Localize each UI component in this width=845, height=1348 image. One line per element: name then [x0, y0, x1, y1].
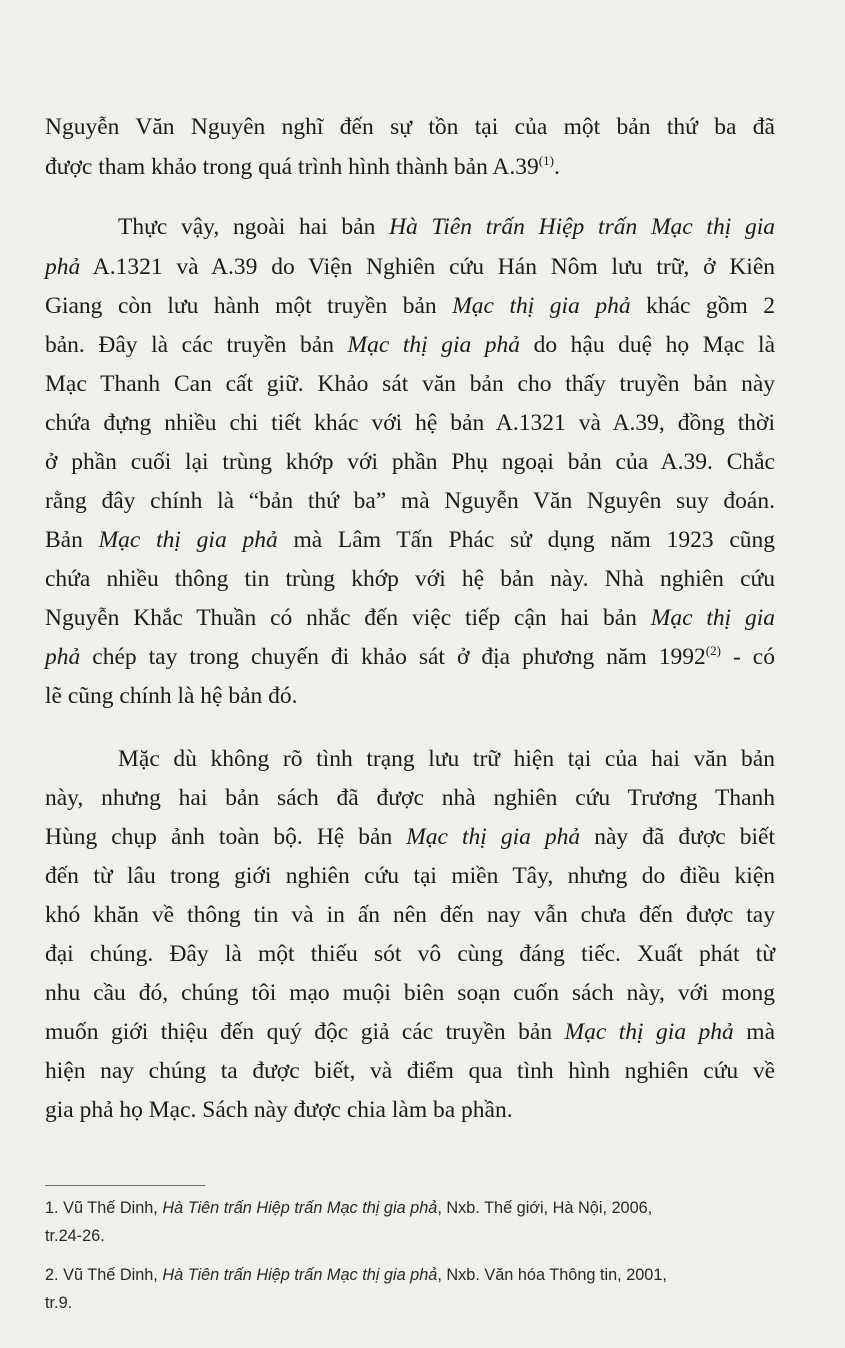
paragraph-2-line-3: Giang còn lưu hành một truyền bản Mạc thị gia phả khác gồm 2 [45, 293, 776, 319]
paragraph-3-line-4: đến từ lâu trong giới nghiên cứu tại miền Tây, nhưng do điều kiện [45, 863, 775, 889]
paragraph-3-line-1: Mặc dù không rõ tình trạng lưu trữ hiện tại của hai văn bản [118, 746, 775, 772]
paragraph-2-line-2: phả A.1321 và A.39 do Viện Nghiên cứu Hán Nôm lưu trữ, ở Kiên [45, 254, 775, 280]
footnote-divider [45, 1185, 205, 1186]
paragraph-2-line-4: bản. Đây là các truyền bản Mạc thị gia phả do hậu duệ họ Mạc là [45, 332, 775, 358]
paragraph-3-line-6: đại chúng. Đây là một thiếu sót vô cùng đáng tiếc. Xuất phát từ [45, 941, 775, 967]
footnote-2-line-2: tr.9. [45, 1294, 73, 1312]
footnote-2-line-1: 2. Vũ Thế Dinh, Hà Tiên trấn Hiệp trấn Mạc thị gia phả, Nxb. Văn hóa Thông tin, 2001, [45, 1266, 667, 1284]
footnote-1-line-1: 1. Vũ Thế Dinh, Hà Tiên trấn Hiệp trấn Mạc thị gia phả, Nxb. Thế giới, Hà Nội, 2006, [45, 1199, 653, 1217]
paragraph-1-line-1: Nguyễn Văn Nguyên nghĩ đến sự tồn tại của một bản thứ ba đã [45, 114, 775, 140]
paragraph-3-line-5: khó khăn về thông tin và in ấn nên đến nay vẫn chưa đến được tay [45, 902, 775, 928]
paragraph-2-line-11: Nguyễn Khắc Thuần có nhắc đến việc tiếp cận hai bản Mạc thị gia [45, 605, 776, 631]
paragraph-3-line-9: hiện nay chúng ta được biết, và điểm qua tình hình nghiên cứu về [45, 1058, 775, 1084]
paragraph-2-line-10: chứa nhiều thông tin trùng khớp với hệ bản này. Nhà nghiên cứu [45, 566, 775, 592]
paragraph-2-line-5: Mạc Thanh Can cất giữ. Khảo sát văn bản cho thấy truyền bản này [45, 371, 775, 397]
paragraph-3-line-8: muốn giới thiệu đến quý độc giả các truyền bản Mạc thị gia phả mà [45, 1019, 775, 1045]
paragraph-2-line-6: chứa đựng nhiều chi tiết khác với hệ bản A.1321 và A.39, đồng thời [45, 410, 775, 436]
paragraph-1-line-2: được tham khảo trong quá trình hình thành bản A.39$^{(1)}$. [45, 153, 560, 180]
paragraph-2-line-13: lẽ cũng chính là hệ bản đó. [45, 683, 298, 709]
paragraph-2-line-12: phả chép tay trong chuyến đi khảo sát ở địa phương năm 1992$^{(2)}$ - có [45, 643, 775, 670]
footnote-ref-2[interactable]: (2) [705, 643, 721, 658]
paragraph-2-line-9: Bản Mạc thị gia phả mà Lâm Tấn Phác sử dụng năm 1923 cũng [45, 527, 776, 553]
footnote-ref-1[interactable]: (1) [538, 153, 554, 168]
paragraph-3-line-2: này, nhưng hai bản sách đã được nhà nghiên cứu Trương Thanh [45, 785, 775, 811]
paragraph-2-line-8: rằng đây chính là “bản thứ ba” mà Nguyễn Văn Nguyên suy đoán. [45, 488, 775, 514]
paragraph-3-line-3: Hùng chụp ảnh toàn bộ. Hệ bản Mạc thị gia phả này đã được biết [45, 824, 776, 850]
footnote-1-line-2: tr.24-26. [45, 1227, 105, 1245]
paragraph-3-line-7: nhu cầu đó, chúng tôi mạo muội biên soạn cuốn sách này, với mong [45, 980, 775, 1006]
paragraph-2-line-7: ở phần cuối lại trùng khớp với phần Phụ ngoại bản của A.39. Chắc [45, 449, 775, 475]
paragraph-2-line-1: Thực vậy, ngoài hai bản Hà Tiên trấn Hiệp trấn Mạc thị gia [118, 214, 776, 240]
paragraph-3-line-10: gia phả họ Mạc. Sách này được chia làm ba phần. [45, 1097, 513, 1123]
